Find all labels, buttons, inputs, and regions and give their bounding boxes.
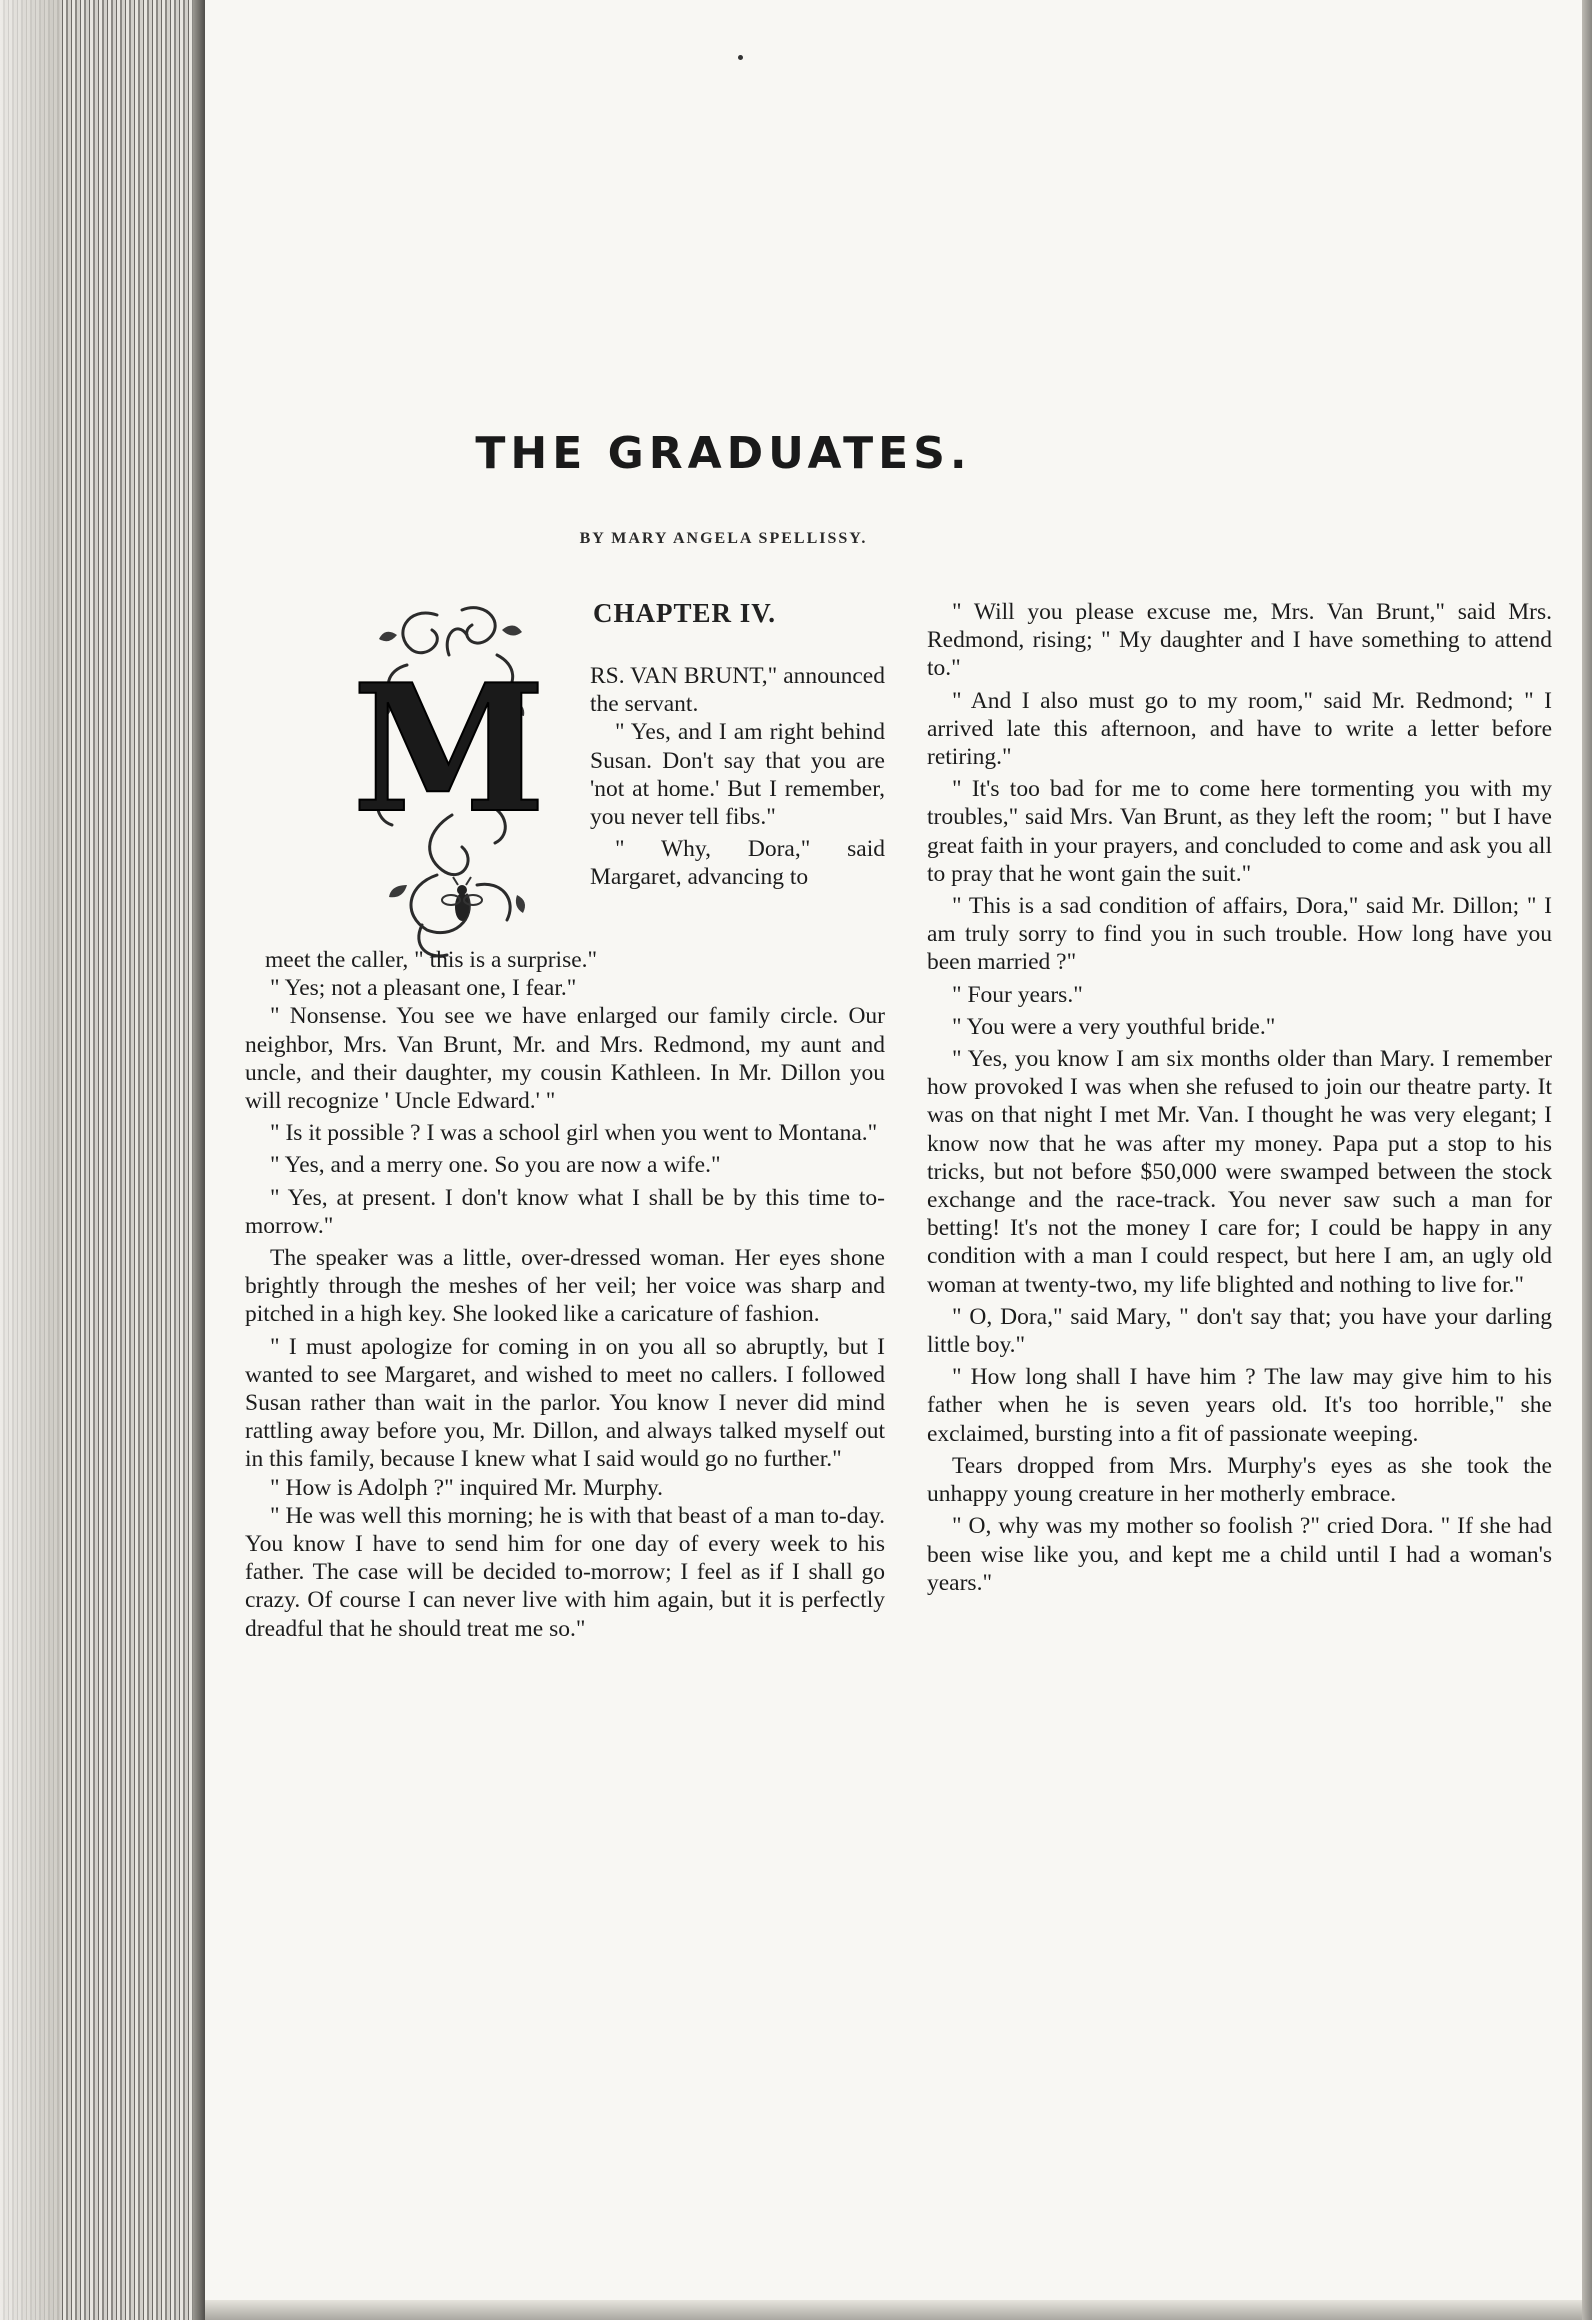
chapter-heading: CHAPTER IV.	[593, 598, 777, 628]
paragraph: " Is it possible ? I was a school girl when you went to Montana."	[270, 1120, 878, 1147]
paragraph: " Four years."	[952, 981, 1083, 1008]
article-title: THE GRADUATES.	[475, 428, 972, 479]
paragraph: " Why, Dora," said Margaret, advancing to	[590, 836, 885, 891]
bee-icon	[442, 877, 482, 921]
paragraph: meet the caller, " this is a surprise."	[265, 947, 598, 973]
left-column-beside-dropcap	[590, 662, 885, 892]
paragraph: " It's too bad for me to come here tormenting you with my troubles," said Mrs. Van Brunt, as they left the room; " but I have great faith in your prayers, and concluded to come and ask you all to pray that he wont gain the suit."	[927, 776, 1552, 887]
paragraph: " Yes, you know I am six months older than Mary. I remember how provoked I was when she refused to join our theatre party. It was on that night I met Mr. Van. I thought he was very elegant; I know now that he was after my money. Papa put a stop to his tricks, but not before $50,000 were swamped between the stock exchange and the race-track. You never saw such a man for betting! It's not the money I care for; I could be happy in any condition with a man I could respect, but here I am, an ugly old woman at twenty-two, my life blighted and nothing to live for."	[927, 1046, 1552, 1298]
right-column	[927, 598, 1552, 1597]
paragraph: " Yes, at present. I don't know what I shall be by this time to-morrow."	[245, 1184, 885, 1239]
article-byline: BY MARY ANGELA SPELLISSY.	[579, 530, 868, 547]
paragraph: RS. VAN BRUNT," announced the servant.	[590, 663, 885, 718]
book-page	[205, 0, 1582, 2300]
paragraph: " How long shall I have him ? The law may give him to his father when he is seven years old. It's too horrible," she exclaimed, bursting into a fit of passionate weeping.	[927, 1364, 1552, 1447]
paragraph: " You were a very youthful bride."	[952, 1013, 1276, 1040]
paragraph: " Will you please excuse me, Mrs. Van Brunt," said Mrs. Redmond, rising; " My daughter and I have something to attend to."	[927, 599, 1552, 682]
book-page-edges	[0, 0, 205, 2320]
page-right-edge	[1582, 0, 1592, 2320]
paragraph: " Yes; not a pleasant one, I fear."	[270, 975, 577, 1002]
print-speck	[738, 55, 743, 60]
page-bottom-edge	[205, 2300, 1582, 2320]
paragraph: " Yes, and a merry one. So you are now a wife."	[270, 1152, 721, 1179]
paragraph: " Nonsense. You see we have enlarged our family circle. Our neighbor, Mrs. Van Brunt, Mr. and Mrs. Redmond, my aunt and uncle, and their daughter, my cousin Kathleen. In Mr. Dillon you will recognize ' Uncle Edward.' "	[245, 1003, 885, 1115]
paragraph: " O, why was my mother so foolish ?" cried Dora. " If she had been wise like you, and kept me a child until I had a woman's years."	[927, 1513, 1552, 1596]
left-column	[245, 946, 885, 1643]
paragraph: " He was well this morning; he is with that beast of a man to-day. You know I have to send him for one day of every week to his father. The case will be decided to-morrow; I feel as if I shall go crazy. Of course I can never live with him again, but it is perfectly dreadful that he should treat me so."	[245, 1502, 885, 1642]
drop-cap-letter: M	[352, 647, 546, 852]
paragraph: " O, Dora," said Mary, " don't say that; you have your darling little boy."	[927, 1303, 1552, 1359]
paragraph: The speaker was a little, over-dressed woman. Her eyes shone brightly through the meshes of her veil; her voice was sharp and pitched in a high key. She looked like a caricature of fashion.	[245, 1245, 885, 1328]
paragraph: " And I also must go to my room," said Mr. Redmond; " I arrived late this afternoon, and have to write a letter before retiring."	[927, 687, 1552, 771]
paragraph: " How is Adolph ?" inquired Mr. Murphy.	[270, 1474, 663, 1501]
paragraph: " I must apologize for coming in on you all so abruptly, but I wanted to see Margaret, and wished to meet no callers. I followed Susan rather than wait in the parlor. You know I never did mind rattling away before you, Mr. Dillon, and always talked myself out in this family, because I knew what I said would go no further."	[245, 1333, 885, 1473]
paragraph: " This is a sad condition of affairs, Dora," said Mr. Dillon; " I am truly sorry to find you in such trouble. How long have you been married ?"	[927, 893, 1552, 976]
paragraph: " Yes, and I am right behind Susan. Don't say that you are 'not at home.' But I remember, you never tell fibs."	[590, 719, 885, 831]
paragraph: Tears dropped from Mrs. Murphy's eyes as she took the unhappy young creature in her motherly embrace.	[927, 1452, 1552, 1508]
